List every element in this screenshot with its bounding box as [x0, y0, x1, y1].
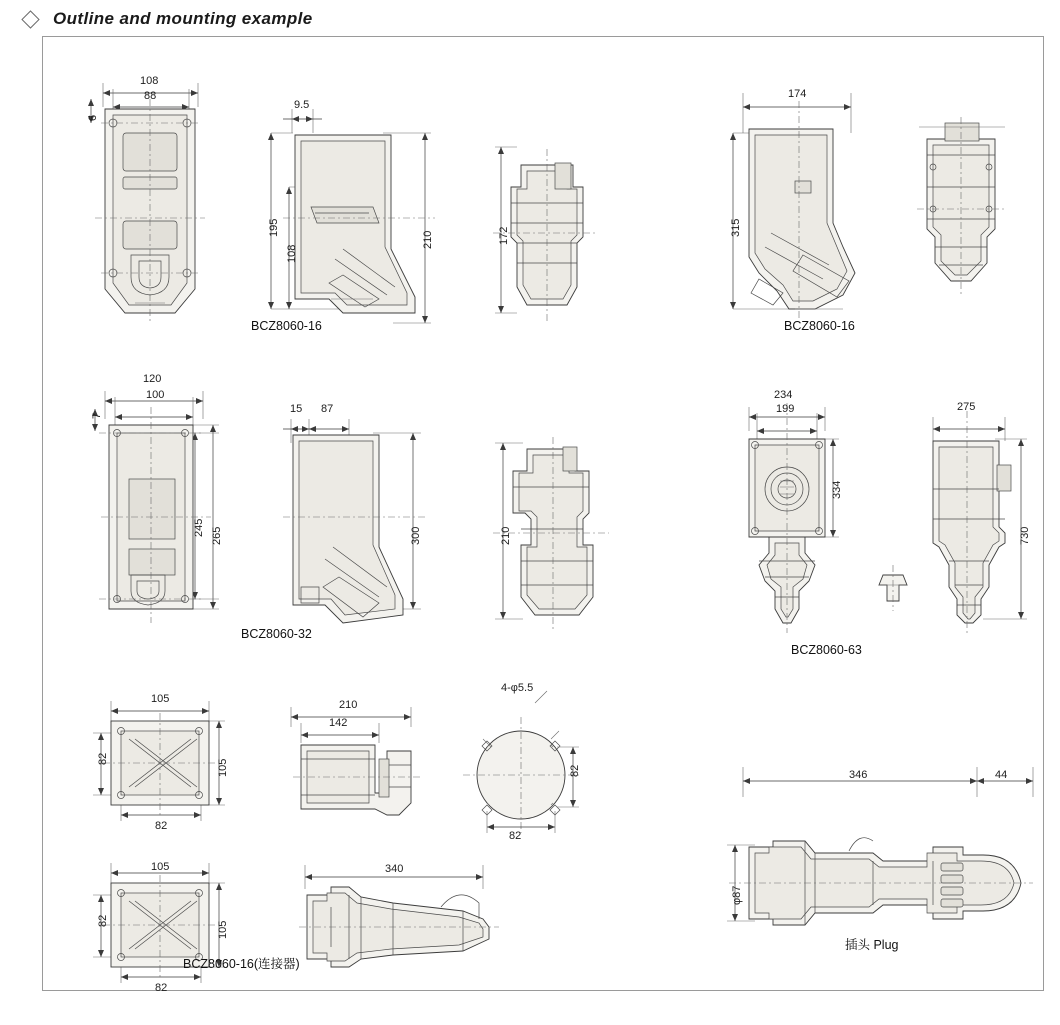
diamond-icon: [21, 10, 39, 28]
drawing-frame: [42, 36, 1044, 994]
dim-82-row3-left: 82: [97, 752, 109, 765]
dim-88-row1: 88: [144, 90, 157, 102]
dim-334-row2: 334: [831, 480, 843, 499]
dim-7-row2: 7: [91, 412, 103, 419]
dim-142-row3: 142: [329, 717, 348, 729]
dim-172-row1: 172: [498, 226, 510, 245]
caption-bcz8060-63: BCZ8060-63: [791, 643, 862, 657]
caption-bcz8060-16-connector: BCZ8060-16(连接器): [183, 957, 300, 971]
dim-105-row4-top: 105: [151, 861, 170, 873]
caption-plug: 插头 Plug: [845, 938, 899, 952]
caption-bcz8060-16-right: BCZ8060-16: [784, 319, 855, 333]
row1-graphics: [43, 37, 1043, 337]
page-title: Outline and mounting example: [53, 9, 313, 28]
dim-234-row2: 234: [774, 389, 793, 401]
dim-82-row3-circle-bottom: 82: [509, 830, 522, 842]
caption-bcz8060-16-left: BCZ8060-16: [251, 319, 322, 333]
dim-730-row2: 730: [1019, 526, 1031, 545]
dim-315-row1: 315: [730, 218, 742, 237]
caption-bcz8060-32: BCZ8060-32: [241, 627, 312, 641]
dim-108b-row1: 108: [286, 244, 298, 263]
dim-199-row2: 199: [776, 403, 795, 415]
dim-82-row4-bottom: 82: [155, 982, 168, 994]
dim-210-row2: 210: [500, 526, 512, 545]
dim-44-plug: 44: [995, 769, 1008, 781]
dim-15-row2: 15: [290, 403, 303, 415]
dim-195-row1: 195: [268, 218, 280, 237]
dim-108-row1: 108: [140, 75, 159, 87]
dim-82-row3-bottom: 82: [155, 820, 168, 832]
dim-275-row2: 275: [957, 401, 976, 413]
dim-6-row1: 6: [87, 114, 99, 121]
dim-210-row1: 210: [422, 230, 434, 249]
row2-graphics: [43, 347, 1043, 647]
dim-300-row2: 300: [410, 526, 422, 545]
dim-340-row4: 340: [385, 863, 404, 875]
dim-phi-87-plug: φ87: [731, 885, 743, 905]
dim-265-row2: 265: [211, 526, 223, 545]
dim-87-row2: 87: [321, 403, 334, 415]
dim-105-row3-top: 105: [151, 693, 170, 705]
dim-346-plug: 346: [849, 769, 868, 781]
dim-120-row2: 120: [143, 373, 162, 385]
dim-174-row1: 174: [788, 88, 807, 100]
dim-95-row1: 9.5: [294, 99, 310, 111]
dim-82-row4-left: 82: [97, 914, 109, 927]
dim-105-row4-right: 105: [217, 920, 229, 939]
drawing-canvas: [43, 37, 1043, 994]
dim-100-row2: 100: [146, 389, 165, 401]
dim-245-row2: 245: [193, 518, 205, 537]
dim-105-row3-right: 105: [217, 758, 229, 777]
dim-82-row3-circle-right: 82: [569, 764, 581, 777]
dim-210-row3: 210: [339, 699, 358, 711]
page-header: [0, 0, 1060, 38]
dim-4-phi-5-5: 4-φ5.5: [501, 682, 534, 694]
